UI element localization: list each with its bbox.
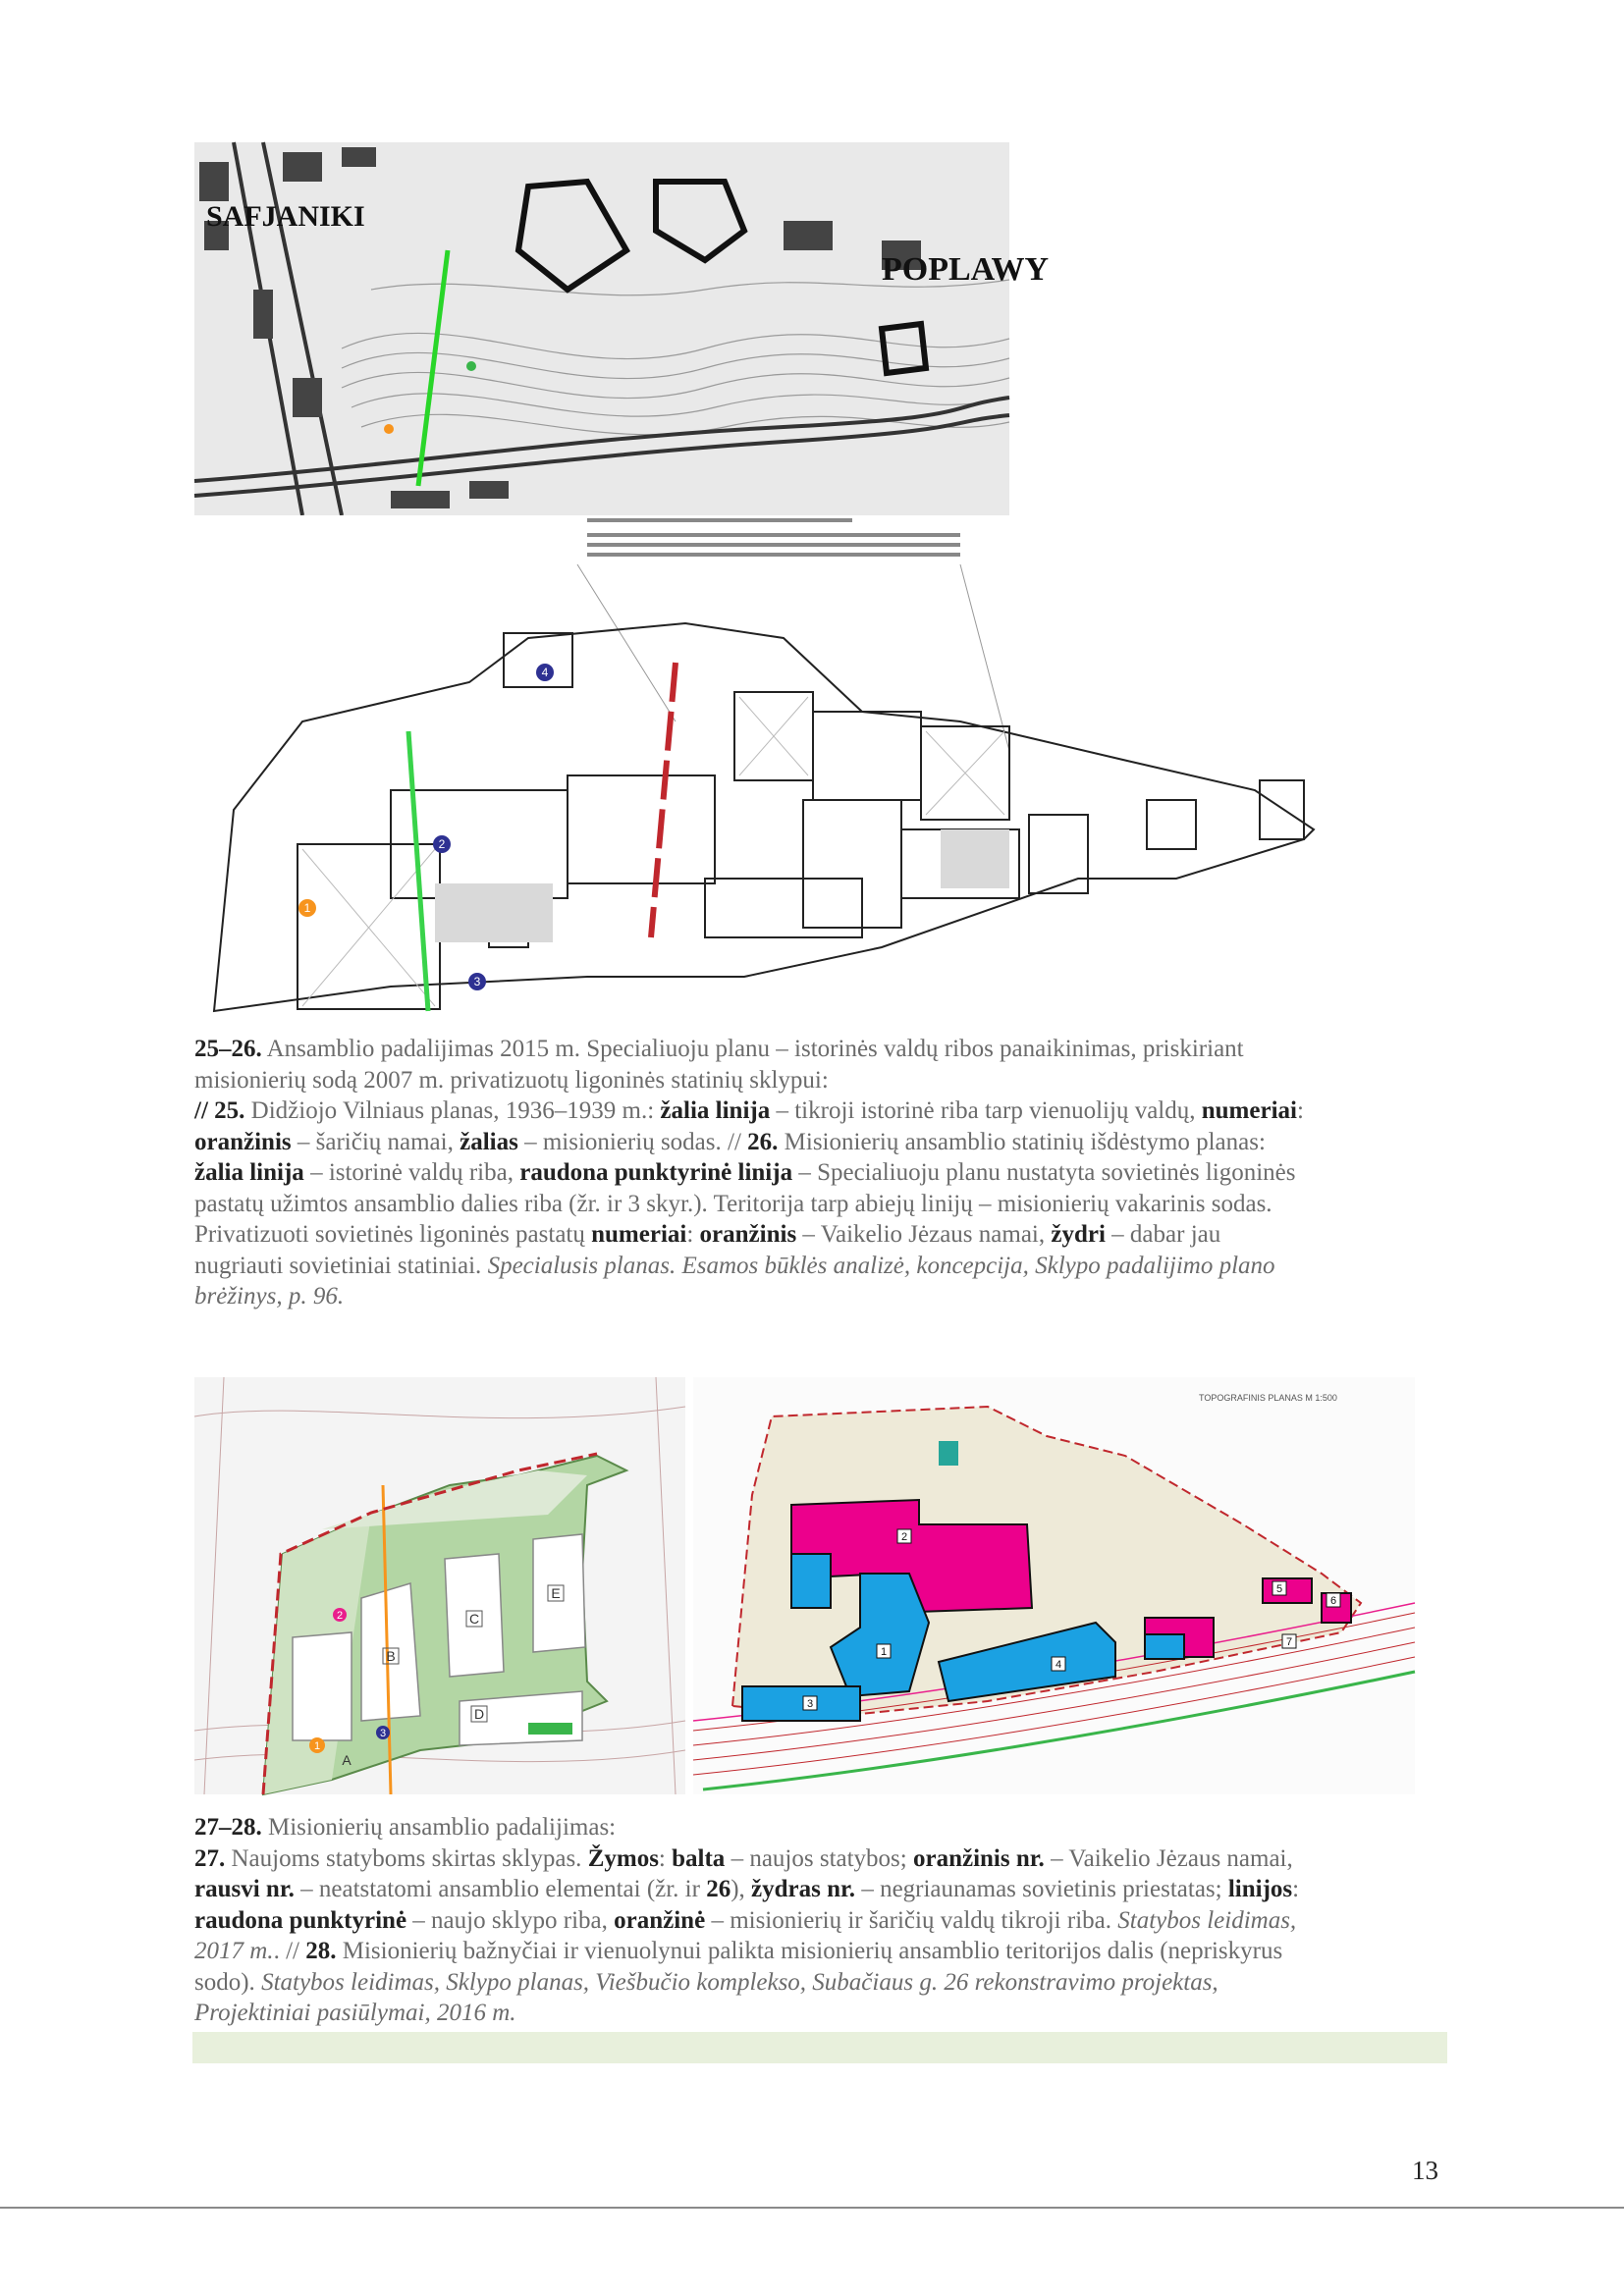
caption-text: Ansamblio padalijimas 2015 m. Specialiuoju planu – istorinės valdų ribos panaikinimas, priskiriant xyxy=(261,1036,1244,1062)
caption-text: Misionierių ansamblio padalijimas: xyxy=(261,1814,617,1841)
caption-text: . // xyxy=(273,1938,306,1964)
caption-text: – misionierių ir šaričių valdų tikroji riba. xyxy=(705,1906,1118,1934)
caption-term: numeriai xyxy=(591,1221,687,1248)
caption-term: linijos xyxy=(1227,1876,1293,1902)
footer-rule xyxy=(0,2207,1624,2209)
caption-term: žalias xyxy=(460,1128,518,1155)
figure-27-plan xyxy=(194,1377,685,1794)
caption-text: sodo). xyxy=(194,1968,262,1996)
caption-term: žydras nr. xyxy=(751,1876,856,1902)
caption-term: oranžinis xyxy=(699,1221,797,1248)
caption-text: – naujo sklypo riba, xyxy=(406,1906,615,1934)
caption-text: ), xyxy=(731,1876,752,1902)
caption-text: – dabar jau xyxy=(1105,1221,1221,1248)
figure-28-plan xyxy=(693,1377,1415,1794)
caption-term: oranžinis nr. xyxy=(912,1844,1045,1872)
caption-ref: 27–28. xyxy=(194,1814,262,1841)
page-number: 13 xyxy=(1412,2156,1438,2185)
map-label-safjaniki: SAFJANIKI xyxy=(206,200,365,233)
caption-source: Statybos leidimas, xyxy=(1117,1906,1297,1934)
caption-text: – Specialiuoju planu nustatyta sovietinės ligoninės xyxy=(792,1159,1296,1186)
figure-25-map xyxy=(194,142,1049,515)
plan28-num-1: 1 xyxy=(880,1646,888,1658)
plan27-num-1: 1 xyxy=(313,1740,321,1752)
caption-text: – Vaikelio Jėzaus namai, xyxy=(796,1221,1052,1248)
caption-source: Specialusis planas. Esamos būklės analizė, koncepcija, Sklypo padalijimo plano xyxy=(487,1252,1275,1279)
plan27-marker-d: D xyxy=(473,1706,485,1722)
caption-text: – misionierių sodas. // xyxy=(517,1128,748,1155)
caption-ref: 25–26. xyxy=(194,1036,262,1062)
caption-text: – tikroji istorinė riba tarp vienuolijų valdų, xyxy=(770,1097,1202,1124)
plan28-title: TOPOGRAFINIS PLANAS M 1:500 xyxy=(1199,1393,1337,1403)
plan28-num-6: 6 xyxy=(1329,1595,1337,1607)
plan27-marker-e: E xyxy=(551,1585,561,1601)
plan28-num-4: 4 xyxy=(1055,1659,1062,1671)
plan28-num-2: 2 xyxy=(900,1531,908,1543)
caption-source: brėžinys, p. 96. xyxy=(194,1283,345,1309)
plan26-marker-2: 2 xyxy=(438,837,446,851)
plan27-marker-a: A xyxy=(342,1752,352,1768)
plan26-marker-4: 4 xyxy=(541,666,549,679)
caption-text: – neatstatomi ansamblio elementai (žr. ir xyxy=(294,1876,707,1902)
caption-text: – Vaikelio Jėzaus namai, xyxy=(1044,1844,1293,1872)
caption-text: Misionierių bažnyčiai ir vienuolynui palikta misionierių ansamblio teritorijos dalis (nepriskyrus xyxy=(336,1938,1283,1964)
caption-ref: // 25. xyxy=(194,1097,245,1124)
plan27-marker-b: B xyxy=(386,1648,396,1664)
caption-ref: 26 xyxy=(706,1876,731,1902)
caption-text: Didžiojo Vilniaus planas, 1936–1939 m.: xyxy=(244,1097,661,1124)
caption-text: nugriauti sovietiniai statiniai. xyxy=(194,1252,488,1279)
caption-text: – negriaunamas sovietinis priestatas; xyxy=(855,1876,1228,1902)
caption-term: žydri xyxy=(1051,1221,1106,1248)
caption-text: : xyxy=(686,1221,700,1248)
plan28-num-7: 7 xyxy=(1285,1636,1293,1648)
plan27-num-3: 3 xyxy=(379,1728,387,1739)
caption-source: Projektiniai pasiūlymai, 2016 m. xyxy=(194,2000,516,2026)
plan26-marker-1: 1 xyxy=(303,901,311,915)
caption-term: oranžinė xyxy=(614,1906,706,1934)
plan27-num-2: 2 xyxy=(336,1610,344,1622)
caption-term: žalia linija xyxy=(660,1097,771,1124)
caption-text: – šaričių namai, xyxy=(291,1128,460,1155)
caption-term: žalia linija xyxy=(194,1159,304,1186)
caption-ref: 26. xyxy=(747,1128,779,1155)
plan26-marker-3: 3 xyxy=(473,975,481,988)
caption-text: : xyxy=(1292,1876,1300,1902)
caption-ref: 28. xyxy=(305,1938,337,1964)
caption-term: oranžinis xyxy=(194,1128,292,1155)
caption-term: Žymos xyxy=(587,1844,659,1872)
caption-term: numeriai xyxy=(1201,1097,1297,1124)
caption-figures-25-26 xyxy=(194,1034,1422,1312)
caption-text: Misionierių ansamblio statinių išdėstymo planas: xyxy=(778,1128,1266,1155)
caption-text: : xyxy=(658,1844,673,1872)
caption-text: – istorinė valdų riba, xyxy=(303,1159,520,1186)
caption-text: misionierių sodą 2007 m. privatizuotų ligoninės statinių sklypui: xyxy=(194,1066,829,1094)
plan27-marker-c: C xyxy=(468,1611,480,1627)
caption-text: – naujos statybos; xyxy=(725,1844,913,1872)
caption-source: 2017 m. xyxy=(194,1938,274,1964)
map-label-poplawy: POPLAWY xyxy=(882,251,1049,288)
caption-highlight-bar xyxy=(192,2032,1447,2063)
caption-figures-27-28 xyxy=(194,1812,1422,2029)
caption-source: Statybos leidimas, Sklypo planas, Viešbučio komplekso, Subačiaus g. 26 rekonstravimo projektas, xyxy=(261,1968,1218,1996)
caption-ref: 27. xyxy=(194,1844,226,1872)
plan28-num-5: 5 xyxy=(1275,1583,1283,1595)
caption-term: raudona punktyrinė xyxy=(194,1906,407,1934)
caption-text: : xyxy=(1296,1097,1304,1124)
caption-text: Privatizuoti sovietinės ligoninės pastatų xyxy=(194,1221,592,1248)
caption-text: pastatų užimtos ansamblio dalies riba (žr. ir 3 skyr.). Teritorija tarp abiejų linijų – misionierių vakarinis sodas. xyxy=(194,1190,1272,1217)
caption-term: balta xyxy=(672,1844,726,1872)
caption-text: Naujoms statyboms skirtas sklypas. xyxy=(225,1844,588,1872)
plan28-num-3: 3 xyxy=(806,1698,814,1710)
caption-term: raudona punktyrinė linija xyxy=(519,1159,793,1186)
caption-term: rausvi nr. xyxy=(194,1876,295,1902)
figure-26-plan xyxy=(194,515,1324,1016)
